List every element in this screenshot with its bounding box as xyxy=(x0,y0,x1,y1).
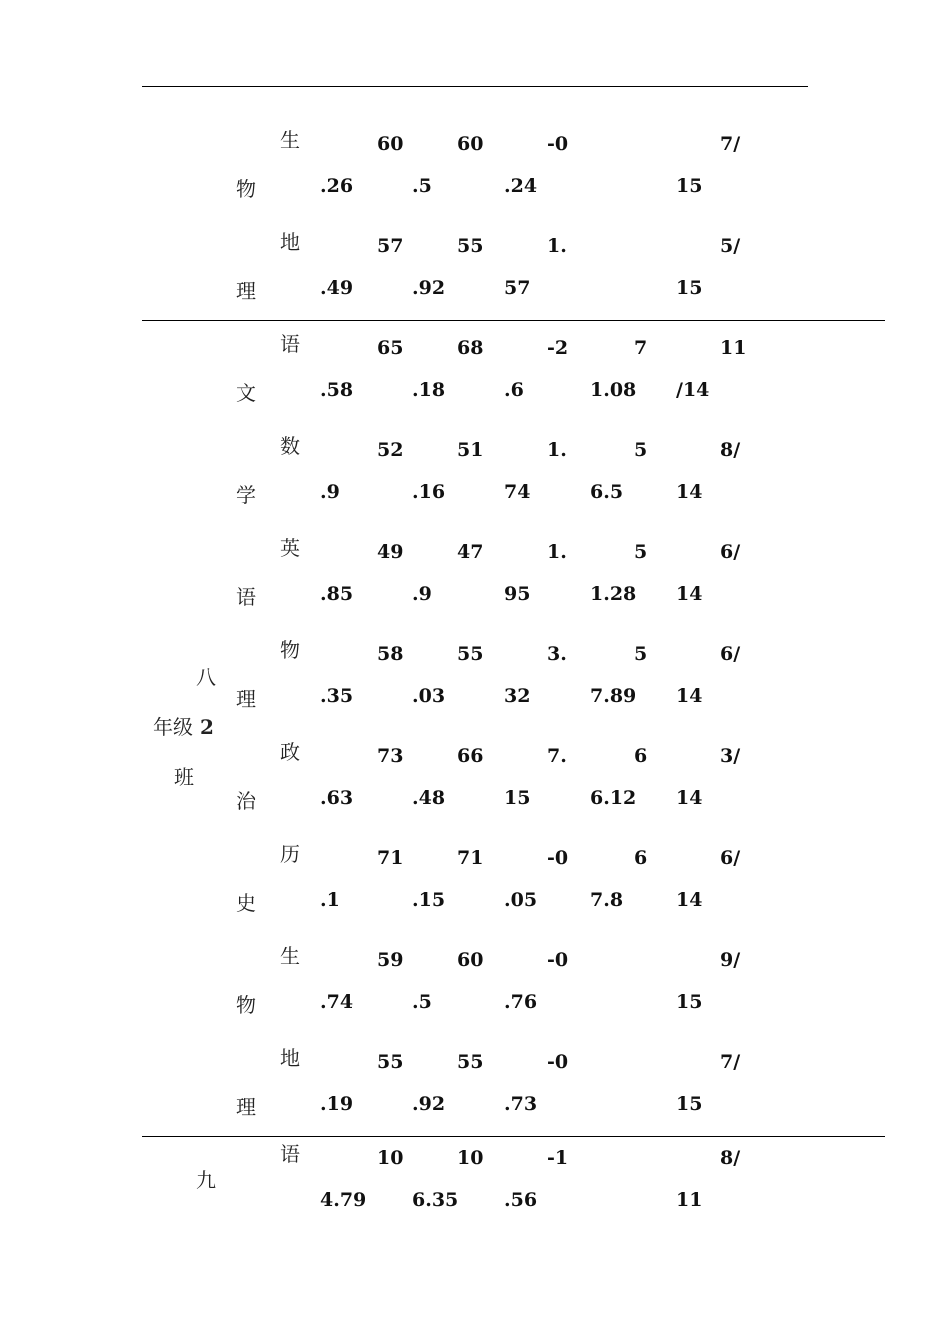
value-top: -0 xyxy=(547,949,569,971)
value-bottom: .26 xyxy=(320,175,354,197)
value-top: 49 xyxy=(377,541,404,563)
subject-char: 历 xyxy=(280,842,300,866)
value-bottom: 15 xyxy=(504,787,531,809)
value-bottom: 14 xyxy=(676,685,703,707)
value-bottom: .9 xyxy=(320,481,340,503)
subject-char: 理 xyxy=(236,1095,256,1119)
subject-char: 地 xyxy=(280,1046,300,1070)
value-top: -0 xyxy=(547,133,569,155)
top-rule xyxy=(142,86,808,87)
value-bottom: .92 xyxy=(412,1093,446,1115)
value-bottom: 6.5 xyxy=(590,481,624,503)
value-top: 1. xyxy=(547,541,567,563)
value-bottom: /14 xyxy=(676,379,710,401)
value-top: 7. xyxy=(547,745,567,767)
value-bottom: .1 xyxy=(320,889,340,911)
value-bottom: 11 xyxy=(676,1189,703,1211)
value-top: 55 xyxy=(377,1051,404,1073)
value-bottom: .24 xyxy=(504,175,538,197)
value-bottom: .56 xyxy=(504,1189,538,1211)
value-top: 57 xyxy=(377,235,404,257)
subject-char: 理 xyxy=(236,687,256,711)
value-bottom: .74 xyxy=(320,991,354,1013)
value-top: -2 xyxy=(547,337,569,359)
value-bottom: .76 xyxy=(504,991,538,1013)
value-bottom: .92 xyxy=(412,277,446,299)
value-top: 6/ xyxy=(720,541,741,563)
value-bottom: .5 xyxy=(412,175,432,197)
value-top: 9/ xyxy=(720,949,741,971)
value-top: 6/ xyxy=(720,847,741,869)
value-top: -0 xyxy=(547,1051,569,1073)
value-bottom: .63 xyxy=(320,787,354,809)
subject-char: 物 xyxy=(280,638,300,662)
value-bottom: 1.08 xyxy=(590,379,637,401)
value-top: 47 xyxy=(457,541,484,563)
value-top: 8/ xyxy=(720,1147,741,1169)
value-bottom: .18 xyxy=(412,379,446,401)
group-label-line: 八 xyxy=(196,665,216,689)
value-top: 51 xyxy=(457,439,484,461)
value-top: 68 xyxy=(457,337,484,359)
value-bottom: 7.89 xyxy=(590,685,637,707)
value-bottom: 1.28 xyxy=(590,583,637,605)
value-bottom: .15 xyxy=(412,889,446,911)
subject-char: 语 xyxy=(280,1142,300,1166)
value-top: 10 xyxy=(457,1147,484,1169)
subject-char: 史 xyxy=(236,891,256,915)
value-bottom: .05 xyxy=(504,889,538,911)
value-bottom: 6.35 xyxy=(412,1189,459,1211)
value-bottom: .16 xyxy=(412,481,446,503)
subject-char: 文 xyxy=(236,381,256,405)
subject-char: 学 xyxy=(236,483,256,507)
subject-char: 生 xyxy=(280,128,300,152)
value-top: 10 xyxy=(377,1147,404,1169)
value-top: 55 xyxy=(457,235,484,257)
value-top: 73 xyxy=(377,745,404,767)
value-top: 5 xyxy=(634,541,648,563)
value-bottom: 32 xyxy=(504,685,531,707)
subject-char: 地 xyxy=(280,230,300,254)
value-bottom: 7.8 xyxy=(590,889,624,911)
value-top: 52 xyxy=(377,439,404,461)
value-bottom: .5 xyxy=(412,991,432,1013)
value-bottom: 4.79 xyxy=(320,1189,367,1211)
value-top: 65 xyxy=(377,337,404,359)
value-bottom: .85 xyxy=(320,583,354,605)
group-label-line: 班 xyxy=(174,765,194,789)
value-top: 6 xyxy=(634,745,648,767)
subject-char: 语 xyxy=(280,332,300,356)
group-label-line: 年级 2 xyxy=(153,715,214,739)
subject-char: 治 xyxy=(236,789,256,813)
value-bottom: .73 xyxy=(504,1093,538,1115)
value-bottom: 15 xyxy=(676,175,703,197)
subject-char: 生 xyxy=(280,944,300,968)
value-bottom: 6.12 xyxy=(590,787,637,809)
value-bottom: .03 xyxy=(412,685,446,707)
value-top: 7 xyxy=(634,337,648,359)
group-label-line: 九 xyxy=(196,1168,216,1192)
value-top: 71 xyxy=(377,847,404,869)
value-bottom: 74 xyxy=(504,481,531,503)
value-bottom: 15 xyxy=(676,1093,703,1115)
value-top: 3/ xyxy=(720,745,741,767)
subject-char: 数 xyxy=(280,434,300,458)
value-bottom: .35 xyxy=(320,685,354,707)
value-bottom: 14 xyxy=(676,787,703,809)
value-top: 66 xyxy=(457,745,484,767)
value-top: 71 xyxy=(457,847,484,869)
value-top: 7/ xyxy=(720,133,741,155)
value-bottom: .48 xyxy=(412,787,446,809)
value-bottom: 14 xyxy=(676,583,703,605)
value-top: 6 xyxy=(634,847,648,869)
value-top: 11 xyxy=(720,337,747,359)
subject-char: 物 xyxy=(236,177,256,201)
value-top: 59 xyxy=(377,949,404,971)
value-top: 55 xyxy=(457,1051,484,1073)
value-bottom: .9 xyxy=(412,583,432,605)
value-top: 55 xyxy=(457,643,484,665)
value-bottom: .19 xyxy=(320,1093,354,1115)
subject-char: 语 xyxy=(236,585,256,609)
value-top: 8/ xyxy=(720,439,741,461)
subject-char: 英 xyxy=(280,536,300,560)
value-top: -1 xyxy=(547,1147,569,1169)
value-top: 60 xyxy=(377,133,404,155)
value-top: 3. xyxy=(547,643,567,665)
value-bottom: .49 xyxy=(320,277,354,299)
value-top: 58 xyxy=(377,643,404,665)
value-top: 5 xyxy=(634,439,648,461)
value-top: 1. xyxy=(547,439,567,461)
subject-char: 理 xyxy=(236,279,256,303)
value-bottom: 14 xyxy=(676,889,703,911)
value-bottom: 95 xyxy=(504,583,531,605)
value-bottom: 15 xyxy=(676,277,703,299)
value-top: 5/ xyxy=(720,235,741,257)
value-top: 60 xyxy=(457,949,484,971)
value-top: -0 xyxy=(547,847,569,869)
value-top: 5 xyxy=(634,643,648,665)
value-top: 1. xyxy=(547,235,567,257)
subject-char: 物 xyxy=(236,993,256,1017)
section-divider xyxy=(142,320,885,321)
value-bottom: 15 xyxy=(676,991,703,1013)
section-divider xyxy=(142,1136,885,1137)
value-top: 60 xyxy=(457,133,484,155)
value-bottom: 14 xyxy=(676,481,703,503)
subject-char: 政 xyxy=(280,740,300,764)
value-bottom: .58 xyxy=(320,379,354,401)
value-bottom: 57 xyxy=(504,277,531,299)
value-top: 7/ xyxy=(720,1051,741,1073)
value-bottom: .6 xyxy=(504,379,524,401)
value-top: 6/ xyxy=(720,643,741,665)
